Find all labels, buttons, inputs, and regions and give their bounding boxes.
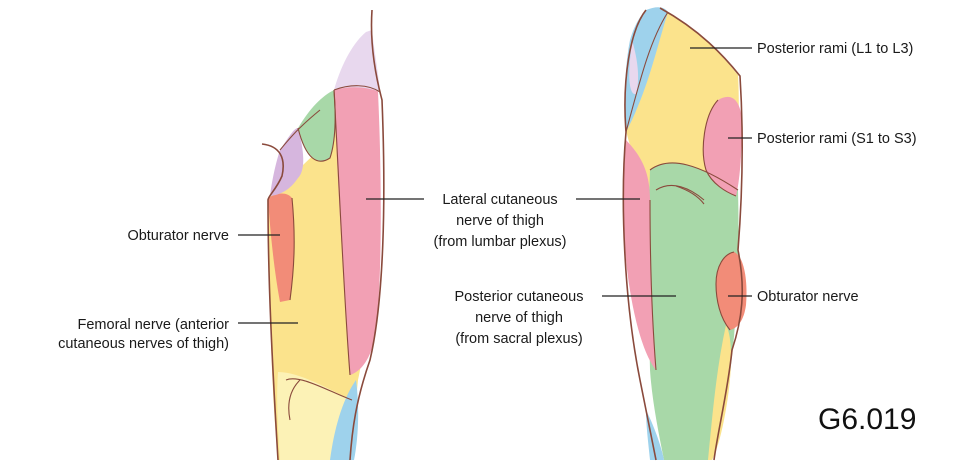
- label-femoral-line1: Femoral nerve (anterior: [77, 317, 229, 333]
- figure-id: G6.019: [818, 403, 917, 436]
- label-lateral-line3: (from lumbar plexus): [433, 234, 567, 250]
- label-rami-lumbar: Posterior rami (L1 to L3): [757, 41, 914, 57]
- genitofemoral-region: [298, 90, 335, 161]
- label-obturator-posterior: Obturator nerve: [757, 289, 859, 305]
- label-lateral-line2: nerve of thigh: [456, 213, 544, 229]
- label-rami-sacral: Posterior rami (S1 to S3): [757, 131, 917, 147]
- anterior-thigh: [262, 10, 384, 460]
- label-femoral-line2: cutaneous nerves of thigh): [58, 336, 229, 352]
- label-obturator-anterior: Obturator nerve: [127, 228, 229, 244]
- subcostal-region: [334, 30, 380, 92]
- label-posterior-line2: nerve of thigh: [475, 310, 563, 326]
- posterior-thigh: [623, 7, 747, 460]
- label-posterior-line1: Posterior cutaneous: [454, 289, 584, 305]
- label-posterior-line3: (from sacral plexus): [455, 331, 583, 347]
- label-lateral-line1: Lateral cutaneous: [442, 192, 558, 208]
